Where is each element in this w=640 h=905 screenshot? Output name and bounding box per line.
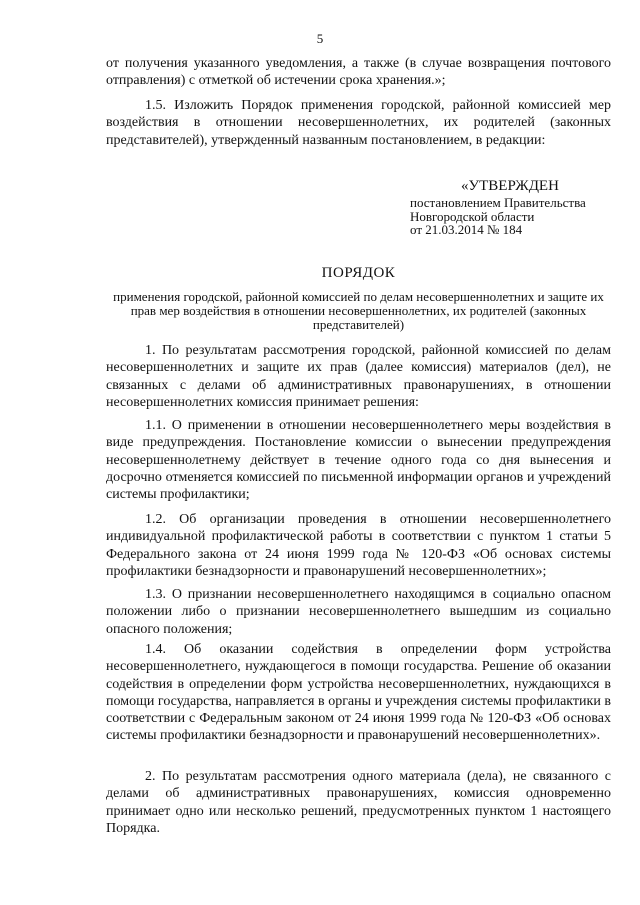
intro-paragraph-1: от получения указанного уведомления, а также (в случае возвращения почтового отправления) с отметкой об истечении срока хранения.»; [106,56,611,89]
intro-paragraph-2: 1.5. Изложить Порядок применения городской, районной комиссией мер воздействия в отношении несовершеннолетних, их родителей (законных представителей), утвержденный названным постановлением, в редакции: [106,98,611,148]
document-title: ПОРЯДОК [321,265,396,281]
body-paragraph-1-4: 1.4. Об оказании содействия в определении форм устройства несовершеннолетнего, нуждающегося в помощи государства. Решение об оказании содействия в определении форм устройства несовершеннолетних, нуждающихся в помощи государства, направляется в органы и учреждения системы профилактики в соответствии с Федеральным законом от 24 июня 1999 года № 120-ФЗ «Об основах системы профилактики безнадзорности и правонарушений несовершеннолетних». [106,642,611,744]
body-paragraph-1-1: 1.1. О применении в отношении несовершеннолетнего меры воздействия в виде предупреждения. Постановление комиссии о вынесении предупреждения несовершеннолетнему действует в течение одного года со дня вынесения и досрочно отменяется комиссией по письменной информации органов и учреждений системы профилактики; [106,418,611,503]
approval-line: Новгородской области [410,208,535,224]
document-subtitle: применения городской, районной комиссией по делам несовершеннолетних и защите их прав мер воздействия в отношении несовершеннолетних, их родителей (законных представителей) [113,289,604,332]
body-paragraph-1-3: 1.3. О признании несовершеннолетнего находящимся в социально опасном положении либо о признании несовершеннолетнего вышедшим из социально опасного положения; [106,587,611,637]
approval-line: от 21.03.2014 № 184 [410,222,523,238]
page-number: 5 [316,31,324,46]
approval-title: «УТВЕРЖДЕН [461,178,559,194]
approval-stamp [410,177,625,237]
body-paragraph-2: 2. По результатам рассмотрения одного материала (дела), не связанного с делами об административных правонарушениях, комиссия одновременно принимает одно или несколько решений, предусмотренных пунктом 1 настоящего Порядка. [106,769,611,836]
approval-line: постановлением Правительства [410,195,586,210]
body-paragraph-1-2: 1.2. Об организации проведения в отношении несовершеннолетнего индивидуальной профилактической работы в соответствии с пунктом 1 статьи 5 Федерального закона от 24 июня 1999 года № 120-ФЗ «Об основах системы профилактики безнадзорности и правонарушений несовершеннолетних»; [106,512,611,579]
body-paragraph-1: 1. По результатам рассмотрения городской, районной комиссией по делам несовершеннолетних и защите их прав (далее комиссия) материалов (дел), не связанных с делами об административных правонарушениях, в отношении несовершеннолетних комиссия принимает решения: [106,343,611,410]
